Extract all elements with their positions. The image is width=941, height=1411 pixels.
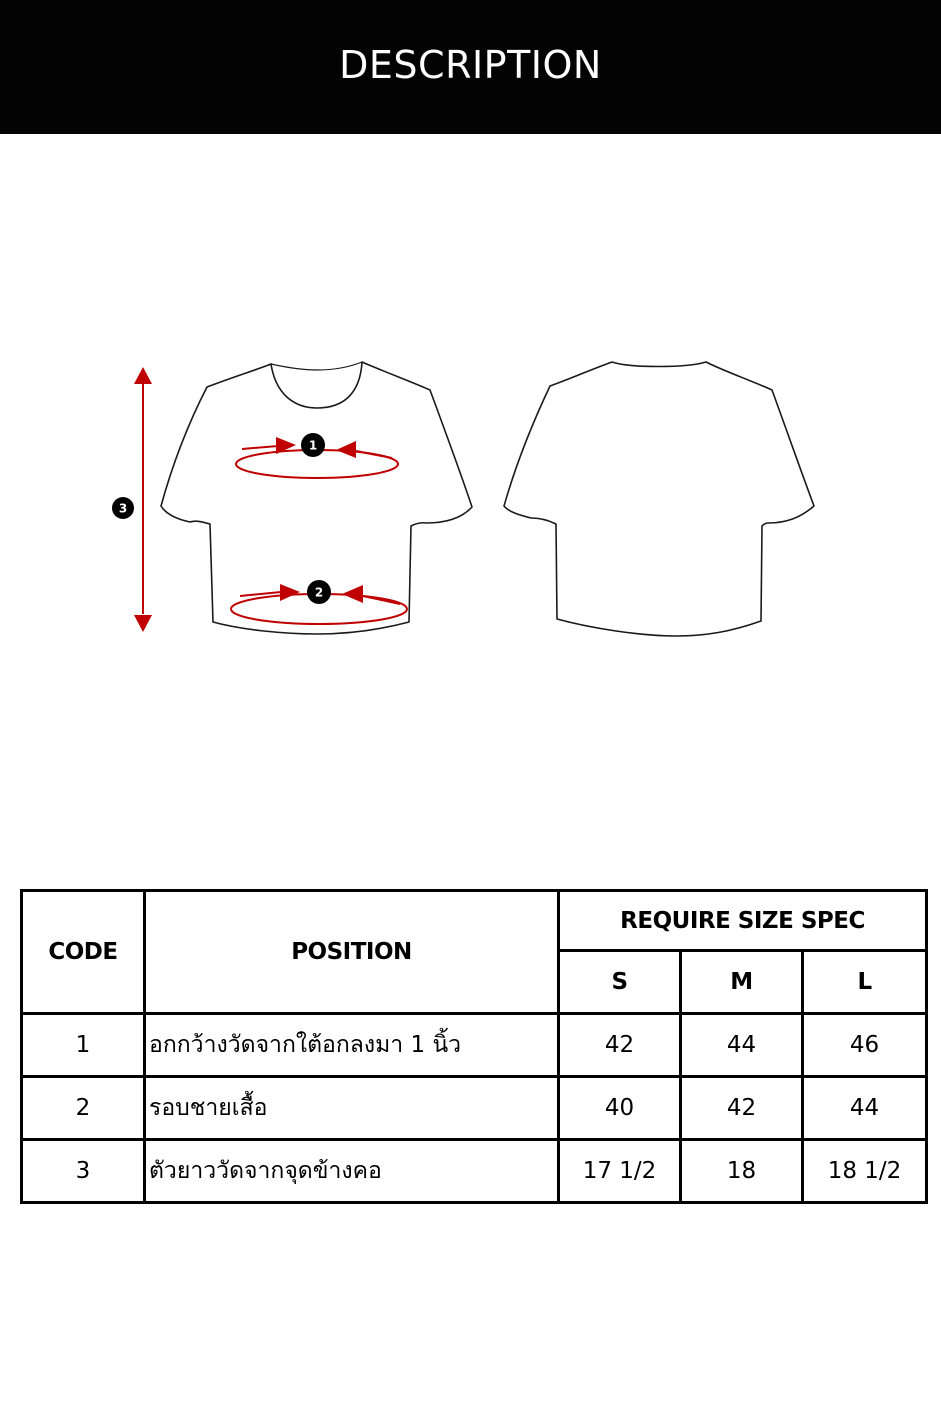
position-header: POSITION [145, 891, 559, 1014]
row-size-l: 18 1/2 [803, 1140, 927, 1203]
row-size-s: 40 [559, 1077, 681, 1140]
row-size-m: 44 [681, 1014, 803, 1077]
row-size-l: 46 [803, 1014, 927, 1077]
hem-measurement [231, 580, 407, 624]
row-position: อกกว้างวัดจากใต้อกลงมา 1 นิ้ว [145, 1014, 559, 1077]
code-header: CODE [22, 891, 145, 1014]
header-bar [0, 0, 941, 134]
hem-arrow-left [280, 584, 300, 601]
chest-arrow-right [336, 441, 356, 458]
hem-arrow-right [342, 585, 363, 603]
length-arrow-bottom [134, 615, 152, 632]
row-size-l: 44 [803, 1077, 927, 1140]
row-position: รอบชายเสื้อ [145, 1077, 559, 1140]
svg-text:1: 1 [308, 438, 318, 453]
row-code: 1 [22, 1014, 145, 1077]
back-shirt-outline [504, 362, 814, 636]
row-position: ตัวยาววัดจากจุดข้างคอ [145, 1140, 559, 1203]
svg-text:3: 3 [118, 501, 128, 516]
size-spec-table [20, 889, 928, 1204]
size-header-m: M [681, 951, 803, 1014]
length-measurement [112, 367, 152, 632]
chest-measurement [236, 433, 398, 478]
row-size-s: 42 [559, 1014, 681, 1077]
row-code: 2 [22, 1077, 145, 1140]
table-row [22, 1077, 927, 1140]
size-header-s: S [559, 951, 681, 1014]
size-header-l: L [803, 951, 927, 1014]
row-size-m: 42 [681, 1077, 803, 1140]
row-size-s: 17 1/2 [559, 1140, 681, 1203]
row-size-m: 18 [681, 1140, 803, 1203]
table-row [22, 1014, 927, 1077]
length-arrow-top [134, 367, 152, 384]
table-row [22, 1140, 927, 1203]
garment-diagram [0, 134, 941, 854]
row-code: 3 [22, 1140, 145, 1203]
svg-text:2: 2 [314, 585, 324, 600]
size-spec-header: REQUIRE SIZE SPEC [559, 891, 927, 951]
page-title: DESCRIPTION [339, 43, 602, 87]
